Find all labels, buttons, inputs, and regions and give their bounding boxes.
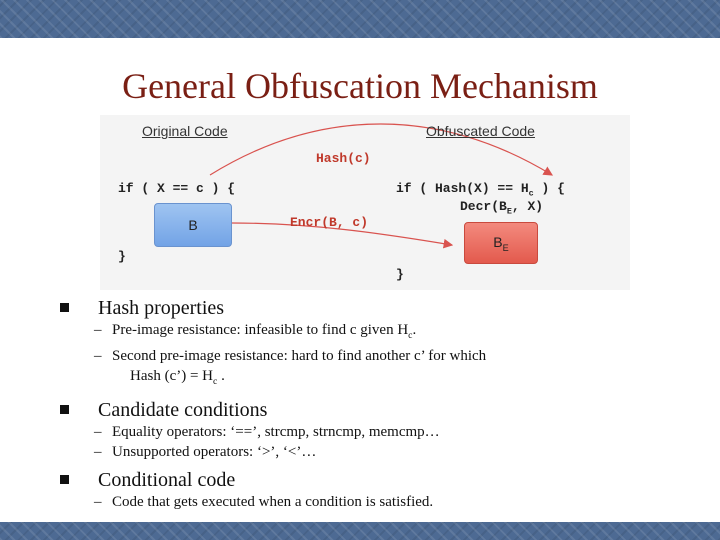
sub-bullet-unsupported: – Unsupported operators: ‘>’, ‘<’… bbox=[94, 444, 317, 460]
bottom-frame-band bbox=[0, 522, 720, 540]
obfuscated-decr-line: $Decr(B_E$, X) bbox=[460, 199, 544, 217]
bullet-hash-properties: Hash properties bbox=[60, 296, 680, 320]
slide-title: General Obfuscation Mechanism bbox=[122, 66, 598, 106]
block-be-label: $B_E$ bbox=[493, 233, 509, 253]
block-be bbox=[464, 222, 538, 264]
original-if-line: if ( X == c ) { bbox=[118, 181, 236, 196]
obfuscated-close-brace: } bbox=[396, 267, 404, 282]
bullet-candidate-conditions: Candidate conditions bbox=[60, 398, 680, 422]
sub-bullet-second-preimage-cont: Hash (c’) = $H_c$ . bbox=[130, 368, 225, 387]
bullet-square-icon bbox=[60, 405, 69, 414]
sub-bullet-second-preimage: – Second pre-image resistance: hard to find another c’ for which bbox=[94, 348, 487, 364]
obfuscated-if-line: if ( Hash(X) == $H_c$ ) { bbox=[396, 181, 565, 199]
encr-label: Encr(B, c) bbox=[290, 215, 369, 230]
original-code-heading: Original Code bbox=[142, 123, 228, 139]
obfuscation-diagram bbox=[100, 115, 630, 290]
sub-bullet-preimage: – Pre-image resistance: infeasible to find c given $H_c$. bbox=[94, 322, 417, 341]
bullet-square-icon bbox=[60, 303, 69, 312]
sub-bullet-equality: – Equality operators: ‘==’, strcmp, strncmp, memcmp… bbox=[94, 424, 440, 440]
hash-label: Hash(c) bbox=[316, 151, 371, 166]
bullet-conditional-code: Conditional code bbox=[60, 468, 680, 492]
original-close-brace: } bbox=[118, 249, 126, 264]
sub-bullet-code-executed: – Code that gets executed when a condition is satisfied. bbox=[94, 494, 434, 510]
block-b-label: B bbox=[188, 217, 198, 233]
bullet-list bbox=[60, 290, 680, 512]
block-b bbox=[154, 203, 232, 247]
bullet-square-icon bbox=[60, 475, 69, 484]
obfuscated-code-heading: Obfuscated Code bbox=[426, 123, 535, 139]
top-frame-band bbox=[0, 0, 720, 38]
